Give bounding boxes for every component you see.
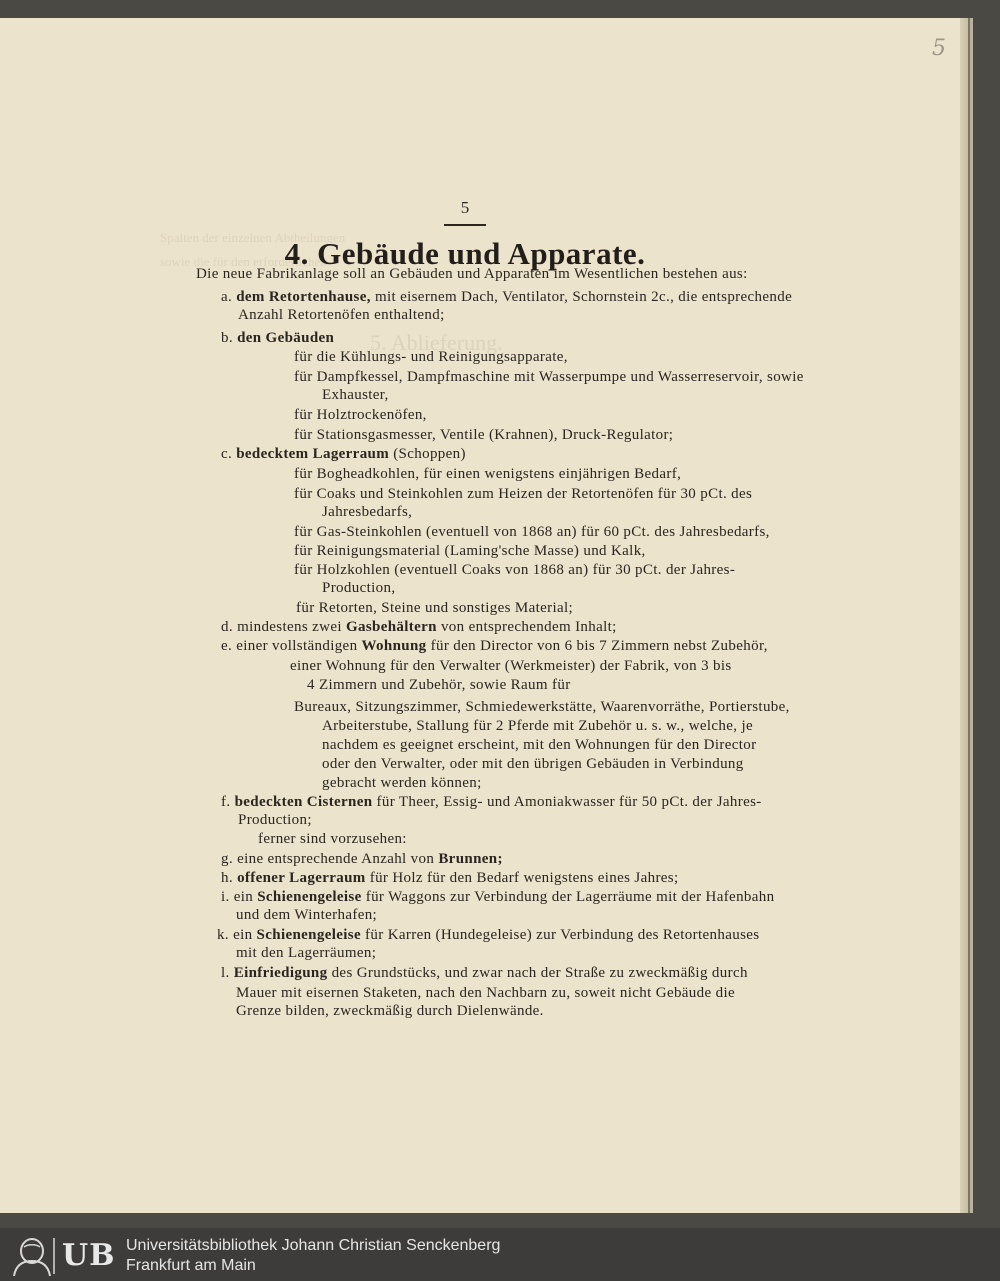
item-letter: a. bbox=[221, 289, 233, 305]
item-text: mindestens zwei bbox=[237, 619, 346, 635]
item-text: für Holz für den Bedarf wenigstens eines Jahres; bbox=[365, 870, 679, 886]
item-b-line: für Dampfkessel, Dampfmaschine mit Wasserpumpe und Wasserreservoir, sowie bbox=[294, 369, 804, 385]
page-number: 5 bbox=[460, 198, 470, 217]
item-letter: i. bbox=[221, 889, 230, 905]
item-b-line: für die Kühlungs- und Reinigungsapparate, bbox=[294, 349, 568, 365]
item-e-line: gebracht werden können; bbox=[322, 775, 482, 791]
item-e-line: nachdem es geeignet erscheint, mit den Wohnungen für den Director bbox=[322, 737, 757, 753]
corner-pencil-mark: 5 bbox=[932, 36, 946, 61]
item-letter: b. bbox=[221, 330, 233, 346]
item-text: mit eisernem Dach, Ventilator, Schornstein 2c., die entsprechende bbox=[370, 289, 793, 305]
item-text: ein bbox=[233, 927, 257, 943]
item-i-cont: und dem Winterhafen; bbox=[236, 907, 378, 923]
item-l-line: Grenze bilden, zweckmäßig durch Dielenwände. bbox=[236, 1003, 544, 1019]
item-letter: d. bbox=[221, 619, 233, 635]
item-keyword: Brunnen; bbox=[438, 851, 503, 867]
item-k bbox=[217, 926, 759, 945]
item-e-line: Arbeiterstube, Stallung für 2 Pferde mit Zubehör u. s. w., welche, je bbox=[322, 718, 753, 734]
item-keyword: Wohnung bbox=[361, 638, 427, 654]
item-keyword: Schienengeleise bbox=[256, 927, 361, 943]
item-c-line: Production, bbox=[322, 580, 396, 596]
item-text: für Waggons zur Verbindung der Lagerräume mit der Hafenbahn bbox=[361, 889, 775, 905]
item-letter: k. bbox=[217, 927, 229, 943]
item-letter: h. bbox=[221, 870, 233, 886]
item-a bbox=[221, 288, 792, 307]
item-letter: g. bbox=[221, 851, 233, 867]
item-d bbox=[221, 618, 617, 637]
item-g bbox=[221, 850, 503, 869]
item-letter: l. bbox=[221, 965, 230, 981]
document-page: Spalten der einzelnen Abtheilungen sowie die für den erforderlichen 5. Ablieferung. 5 5 4. Gebäude und Apparate. Die neue Fabrikanlage soll an Gebäuden und Apparaten im Wesentlichen bestehen aus: a. dem Retortenhause, mit eisernem Dach, Ventilator, Schornstein 2c., die entsprechende Anzahl Retortenöfen enthaltend; b. den Gebäuden für die Kühlungs- und Reinigungsapparate, für Dampfkessel, Dampfmaschine mit Wasserpumpe und Wasserreservoir, sowie Exhauster, für Holztrockenöfen, für Stationsgasmesser, Ventile (Krahnen), Druck-Regulator; c. bedecktem Lagerraum (Schoppen) für Bogheadkohlen, für einen wenigstens einjährigen Bedarf, für Coaks und Steinkohlen zum Heizen der Retortenöfen für 30 pCt. des Jahresbedarfs, für Gas-Steinkohlen (eventuell von 1868 an) für 60 pCt. des Jahresbedarfs, für Reinigungsmaterial (Laming'sche Masse) und Kalk, für Holzkohlen (eventuell Coaks von 1868 an) für 30 pCt. der Jahres- Production, für Retorten, Steine und sonstiges Material; d. mindestens zwei Gasbehältern von entsprechendem Inhalt; e. einer vollständigen Wohnung für den Director von 6 bis 7 Zimmern nebst Zubehör, einer Wohnung für den Verwalter (Werkmeister) der Fabrik, von 3 bis 4 Zimmern und Zubehör, sowie Raum für Bureaux, Sitzungszimmer, Schmiedewerkstätte, Waarenvorräthe, Portierstube, Arbeiterstube, Stallung für 2 Pferde mit Zubehör u. s. w., welche, je nachdem es geeignet erscheint, mit den Wohnungen für den Director oder den Verwalter, oder mit den übrigen Gebäuden in Verbindung gebracht werden können; f. bedeckten Cisternen für Theer, Essig- und Amoniakwasser für 50 pCt. der Jahres- Production; ferner sind vorzusehen: g. eine entsprechende Anzahl von Brunnen; h. offener Lagerraum für Holz für den Bedarf wenigstens eines Jahres; i. ein Schienengeleise für Waggons zur Verbindung der Lagerräume mit der Hafenbahn und dem Winterhafen; k. ein Schienengeleise für Karren (Hundegeleise) zur Verbindung des Retortenhauses mit den Lagerräumen; l. Einfriedigung des Grundstücks, und zwar nach der Straße zu zweckmäßig durch Mauer mit eisernen Staketen, nach den Nachbarn zu, soweit nicht Gebäude die Grenze bilden, zweckmäßig durch Dielenwände. bbox=[0, 18, 968, 1213]
ferner-text: ferner sind vorzusehen: bbox=[258, 831, 407, 847]
item-text: ein bbox=[233, 889, 258, 905]
item-f-cont: Production; bbox=[238, 812, 312, 828]
item-e bbox=[221, 637, 768, 656]
item-b-line: für Stationsgasmesser, Ventile (Krahnen), Druck-Regulator; bbox=[294, 427, 674, 443]
item-c-line: Jahresbedarfs, bbox=[322, 504, 413, 520]
item-text: (Schoppen) bbox=[389, 446, 466, 462]
library-footer bbox=[0, 1228, 1000, 1281]
item-keyword: Gasbehältern bbox=[345, 619, 437, 635]
item-c-line: für Retorten, Steine und sonstiges Material; bbox=[296, 600, 574, 616]
ub-logo-text: UB bbox=[62, 1238, 116, 1273]
item-keyword: Einfriedigung bbox=[233, 965, 328, 981]
item-text: für Karren (Hundegeleise) zur Verbindung des Retortenhauses bbox=[360, 927, 760, 943]
senckenberg-portrait-icon bbox=[4, 1234, 60, 1276]
item-k-cont: mit den Lagerräumen; bbox=[236, 945, 377, 961]
header-rule bbox=[444, 224, 486, 226]
item-l-line: Mauer mit eisernen Staketen, nach den Nachbarn zu, soweit nicht Gebäude die bbox=[236, 985, 735, 1001]
item-letter: e. bbox=[221, 638, 233, 654]
item-keyword: dem Retortenhause, bbox=[236, 289, 371, 305]
item-b bbox=[221, 329, 334, 348]
item-text: für Theer, Essig- und Amoniakwasser für 50 pCt. der Jahres- bbox=[372, 794, 762, 810]
item-c bbox=[221, 445, 466, 464]
item-c-line: für Reinigungsmaterial (Laming'sche Masse) und Kalk, bbox=[294, 543, 646, 559]
item-c-line: für Bogheadkohlen, für einen wenigstens einjährigen Bedarf, bbox=[294, 466, 682, 482]
item-text: für den Director von 6 bis 7 Zimmern nebst Zubehör, bbox=[426, 638, 768, 654]
item-l bbox=[221, 964, 748, 983]
item-b-line: Exhauster, bbox=[322, 387, 389, 403]
item-letter: c. bbox=[221, 446, 233, 462]
item-e-line: Bureaux, Sitzungszimmer, Schmiedewerkstätte, Waarenvorräthe, Portierstube, bbox=[294, 699, 790, 715]
library-name: Universitätsbibliothek Johann Christian Senckenberg bbox=[126, 1237, 501, 1254]
item-h bbox=[221, 869, 679, 888]
item-keyword: Schienengeleise bbox=[257, 889, 362, 905]
item-e-line: oder den Verwalter, oder mit den übrigen Gebäuden in Verbindung bbox=[322, 756, 744, 772]
intro-text: Die neue Fabrikanlage soll an Gebäuden und Apparaten im Wesentlichen bestehen aus: bbox=[196, 266, 748, 282]
item-f bbox=[221, 793, 762, 812]
item-e-line: 4 Zimmern und Zubehör, sowie Raum für bbox=[307, 677, 571, 693]
item-c-line: für Coaks und Steinkohlen zum Heizen der Retortenöfen für 30 pCt. des bbox=[294, 486, 753, 502]
item-text: einer vollständigen bbox=[236, 638, 362, 654]
item-c-line: für Gas-Steinkohlen (eventuell von 1868 an) für 60 pCt. des Jahresbedarfs, bbox=[294, 524, 770, 540]
item-keyword: bedecktem Lagerraum bbox=[236, 446, 390, 462]
item-text: eine entsprechende Anzahl von bbox=[237, 851, 439, 867]
library-city: Frankfurt am Main bbox=[126, 1257, 256, 1274]
item-i bbox=[221, 888, 774, 907]
section-title: 4. Gebäude und Apparate. bbox=[284, 236, 646, 271]
item-text: des Grundstücks, und zwar nach der Straße zu zweckmäßig durch bbox=[327, 965, 748, 981]
page-edge bbox=[960, 18, 968, 1213]
item-letter: f. bbox=[221, 794, 231, 810]
item-keyword: bedeckten Cisternen bbox=[234, 794, 373, 810]
item-a-cont: Anzahl Retortenöfen enthaltend; bbox=[238, 307, 445, 323]
item-b-line: für Holztrockenöfen, bbox=[294, 407, 427, 423]
item-keyword: offener Lagerraum bbox=[237, 870, 366, 886]
item-keyword: den Gebäuden bbox=[237, 330, 335, 346]
item-e-line: einer Wohnung für den Verwalter (Werkmeister) der Fabrik, von 3 bis bbox=[290, 658, 732, 674]
item-c-line: für Holzkohlen (eventuell Coaks von 1868 an) für 30 pCt. der Jahres- bbox=[294, 562, 736, 578]
library-logo[interactable] bbox=[4, 1234, 118, 1276]
item-text: von entsprechendem Inhalt; bbox=[436, 619, 617, 635]
